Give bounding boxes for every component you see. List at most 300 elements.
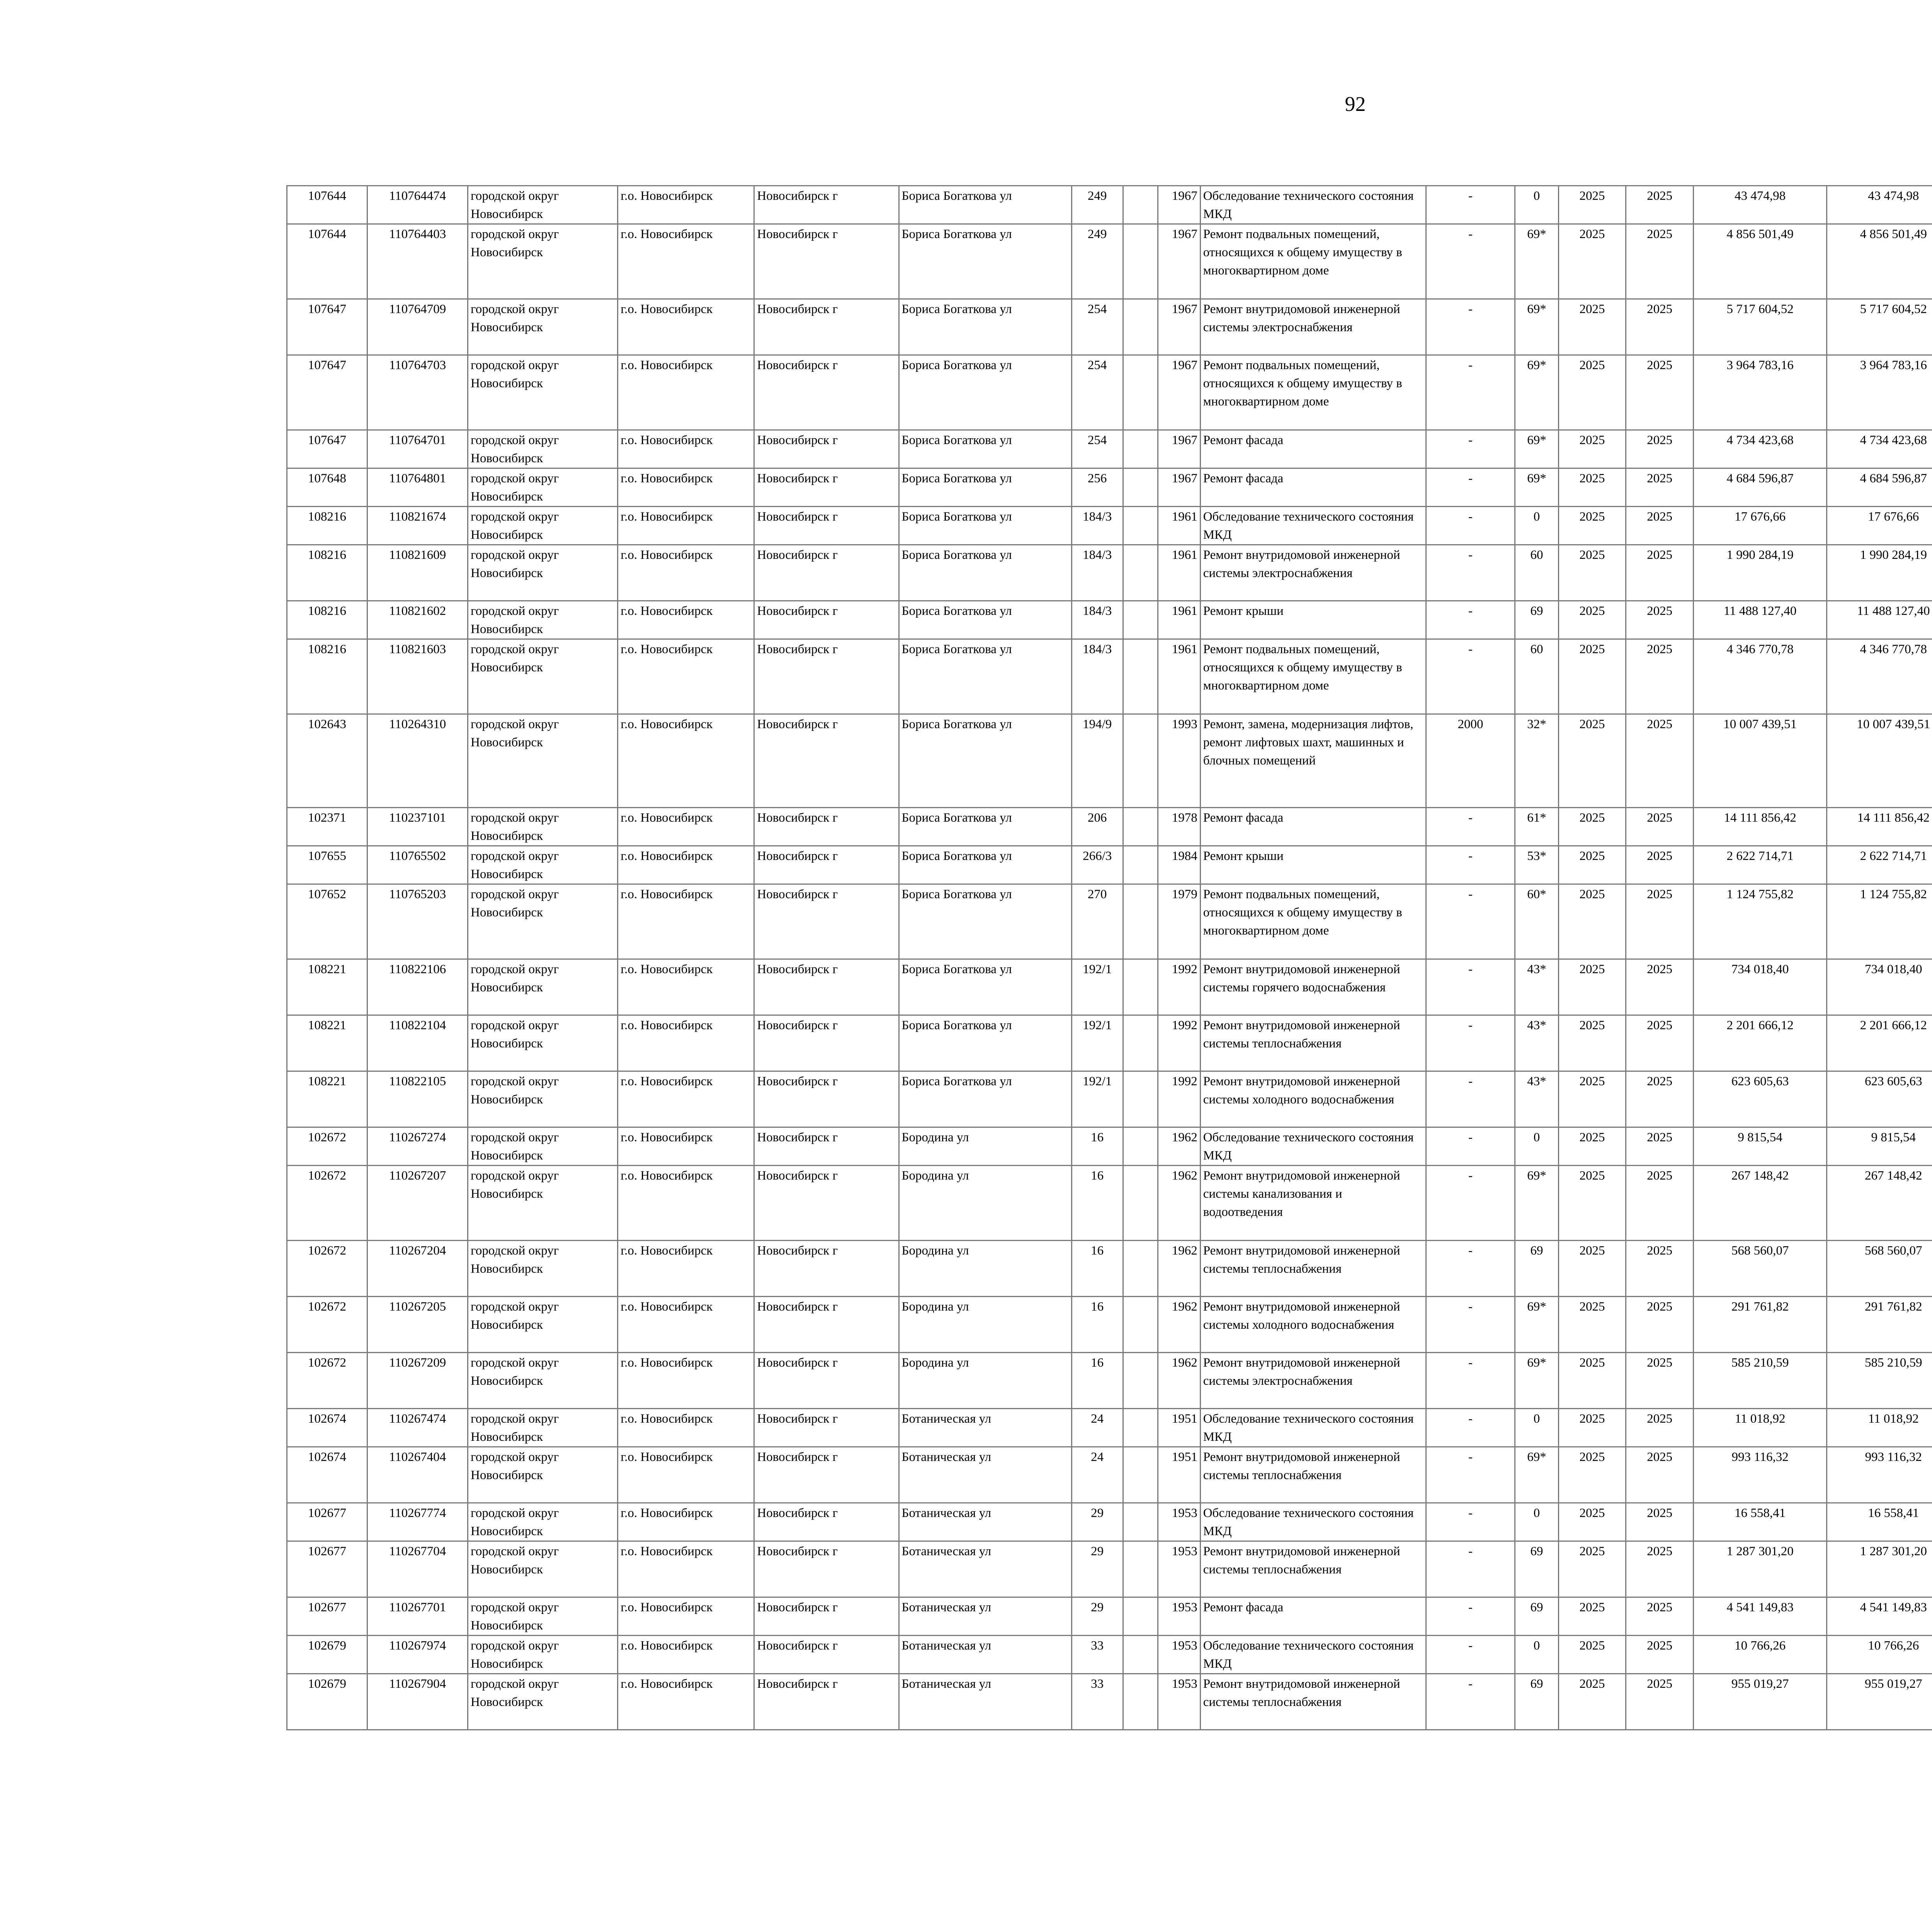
cell-work-id: 110267274 [367, 1127, 468, 1166]
cell-work-type: Ремонт подвальных помещений, относящихся к общему имуществу в многоквартирном доме [1200, 224, 1426, 299]
table-row [287, 601, 1932, 639]
cell-work-type: Обследование технического состояния МКД [1200, 1503, 1426, 1541]
cell-work-id: 110267204 [367, 1241, 468, 1297]
cell-year-start: 2025 [1559, 468, 1626, 507]
table-row [287, 186, 1932, 224]
cell-building-letter [1123, 639, 1158, 714]
cell-building-letter [1123, 1071, 1158, 1127]
cell-municipality: г.о. Новосибирск [618, 430, 754, 468]
table-row [287, 430, 1932, 468]
cell-work-id: 110267904 [367, 1674, 468, 1730]
cell-object-id: 102674 [287, 1447, 367, 1503]
cell-building-letter [1123, 1127, 1158, 1166]
cell-street: Ботаническая ул [899, 1541, 1071, 1597]
cell-settlement: Новосибирск г [754, 1127, 899, 1166]
cell-quantity: - [1426, 1166, 1515, 1241]
cell-regional-fund-cost: 4 856 501,49 [1827, 224, 1932, 299]
cell-settlement: Новосибирск г [754, 846, 899, 884]
cell-year-end: 2025 [1626, 1674, 1694, 1730]
cell-regional-fund-cost: 4 346 770,78 [1827, 639, 1932, 714]
cell-regional-fund-cost: 10 766,26 [1827, 1636, 1932, 1674]
cell-municipality: г.о. Новосибирск [618, 545, 754, 601]
cell-building-letter [1123, 601, 1158, 639]
cell-wear-percent: 43* [1515, 1071, 1558, 1127]
cell-year-end: 2025 [1626, 186, 1694, 224]
cell-settlement: Новосибирск г [754, 1674, 899, 1730]
cell-street: Бориса Богаткова ул [899, 1071, 1071, 1127]
cell-year-built: 1984 [1158, 846, 1200, 884]
cell-work-id: 110237101 [367, 808, 468, 846]
cell-settlement: Новосибирск г [754, 355, 899, 430]
cell-object-id: 108216 [287, 545, 367, 601]
cell-municipality: г.о. Новосибирск [618, 507, 754, 545]
cell-house-number: 16 [1071, 1241, 1123, 1297]
cell-year-start: 2025 [1559, 1166, 1626, 1241]
cell-municipal-district: городской округ Новосибирск [468, 1636, 618, 1674]
cell-quantity: - [1426, 639, 1515, 714]
cell-year-end: 2025 [1626, 1071, 1694, 1127]
cell-work-type: Ремонт подвальных помещений, относящихся к общему имуществу в многоквартирном доме [1200, 639, 1426, 714]
cell-house-number: 249 [1071, 186, 1123, 224]
cell-building-letter [1123, 1597, 1158, 1636]
cell-regional-fund-cost: 623 605,63 [1827, 1071, 1932, 1127]
cell-regional-fund-cost: 2 201 666,12 [1827, 1015, 1932, 1071]
cell-house-number: 192/1 [1071, 1015, 1123, 1071]
cell-settlement: Новосибирск г [754, 186, 899, 224]
cell-total-cost: 1 124 755,82 [1694, 884, 1827, 959]
cell-municipality: г.о. Новосибирск [618, 1353, 754, 1409]
cell-work-type: Ремонт внутридомовой инженерной системы электроснабжения [1200, 1353, 1426, 1409]
cell-quantity: - [1426, 1015, 1515, 1071]
cell-house-number: 254 [1071, 299, 1123, 355]
cell-street: Бориса Богаткова ул [899, 808, 1071, 846]
cell-year-built: 1961 [1158, 545, 1200, 601]
cell-municipal-district: городской округ Новосибирск [468, 808, 618, 846]
table-row [287, 808, 1932, 846]
cell-year-built: 1992 [1158, 959, 1200, 1015]
cell-year-start: 2025 [1559, 884, 1626, 959]
cell-year-end: 2025 [1626, 355, 1694, 430]
cell-work-id: 110764403 [367, 224, 468, 299]
cell-settlement: Новосибирск г [754, 1597, 899, 1636]
cell-regional-fund-cost: 4 684 596,87 [1827, 468, 1932, 507]
cell-building-letter [1123, 507, 1158, 545]
cell-object-id: 108221 [287, 959, 367, 1015]
cell-total-cost: 623 605,63 [1694, 1071, 1827, 1127]
cell-year-start: 2025 [1559, 1297, 1626, 1353]
cell-object-id: 107655 [287, 846, 367, 884]
cell-year-start: 2025 [1559, 1409, 1626, 1447]
cell-year-built: 1961 [1158, 639, 1200, 714]
cell-municipality: г.о. Новосибирск [618, 1297, 754, 1353]
cell-municipality: г.о. Новосибирск [618, 186, 754, 224]
cell-year-start: 2025 [1559, 355, 1626, 430]
cell-year-end: 2025 [1626, 1409, 1694, 1447]
cell-building-letter [1123, 1297, 1158, 1353]
cell-wear-percent: 69* [1515, 299, 1558, 355]
cell-object-id: 102677 [287, 1503, 367, 1541]
cell-street: Бородина ул [899, 1297, 1071, 1353]
cell-year-start: 2025 [1559, 1674, 1626, 1730]
table-row [287, 1166, 1932, 1241]
cell-regional-fund-cost: 955 019,27 [1827, 1674, 1932, 1730]
cell-year-start: 2025 [1559, 299, 1626, 355]
cell-total-cost: 43 474,98 [1694, 186, 1827, 224]
cell-building-letter [1123, 224, 1158, 299]
cell-quantity: - [1426, 1674, 1515, 1730]
cell-wear-percent: 60 [1515, 639, 1558, 714]
cell-year-built: 1962 [1158, 1241, 1200, 1297]
cell-work-type: Ремонт подвальных помещений, относящихся к общему имуществу в многоквартирном доме [1200, 884, 1426, 959]
cell-quantity: - [1426, 224, 1515, 299]
cell-quantity: - [1426, 545, 1515, 601]
cell-work-type: Ремонт фасада [1200, 1597, 1426, 1636]
cell-street: Бориса Богаткова ул [899, 299, 1071, 355]
cell-object-id: 102672 [287, 1127, 367, 1166]
cell-settlement: Новосибирск г [754, 959, 899, 1015]
cell-object-id: 102674 [287, 1409, 367, 1447]
cell-building-letter [1123, 186, 1158, 224]
cell-building-letter [1123, 884, 1158, 959]
cell-regional-fund-cost: 16 558,41 [1827, 1503, 1932, 1541]
cell-year-built: 1953 [1158, 1674, 1200, 1730]
cell-regional-fund-cost: 43 474,98 [1827, 186, 1932, 224]
cell-building-letter [1123, 1409, 1158, 1447]
cell-house-number: 270 [1071, 884, 1123, 959]
cell-year-end: 2025 [1626, 639, 1694, 714]
cell-work-id: 110764703 [367, 355, 468, 430]
cell-year-start: 2025 [1559, 1447, 1626, 1503]
cell-year-start: 2025 [1559, 639, 1626, 714]
cell-house-number: 254 [1071, 430, 1123, 468]
cell-object-id: 102679 [287, 1636, 367, 1674]
cell-wear-percent: 0 [1515, 1409, 1558, 1447]
cell-work-id: 110267207 [367, 1166, 468, 1241]
cell-wear-percent: 60* [1515, 884, 1558, 959]
cell-street: Бориса Богаткова ул [899, 545, 1071, 601]
table-row [287, 1503, 1932, 1541]
cell-regional-fund-cost: 1 990 284,19 [1827, 545, 1932, 601]
cell-wear-percent: 69* [1515, 1166, 1558, 1241]
cell-municipality: г.о. Новосибирск [618, 1541, 754, 1597]
cell-object-id: 102672 [287, 1241, 367, 1297]
cell-year-end: 2025 [1626, 1636, 1694, 1674]
cell-work-type: Ремонт внутридомовой инженерной системы холодного водоснабжения [1200, 1071, 1426, 1127]
cell-municipal-district: городской округ Новосибирск [468, 1541, 618, 1597]
cell-year-end: 2025 [1626, 1353, 1694, 1409]
cell-wear-percent: 0 [1515, 1636, 1558, 1674]
cell-wear-percent: 43* [1515, 1015, 1558, 1071]
cell-house-number: 29 [1071, 1503, 1123, 1541]
cell-work-id: 110821609 [367, 545, 468, 601]
cell-work-id: 110821602 [367, 601, 468, 639]
cell-year-start: 2025 [1559, 1503, 1626, 1541]
cell-quantity: - [1426, 1297, 1515, 1353]
cell-wear-percent: 69* [1515, 1447, 1558, 1503]
cell-settlement: Новосибирск г [754, 1015, 899, 1071]
cell-settlement: Новосибирск г [754, 884, 899, 959]
cell-regional-fund-cost: 291 761,82 [1827, 1297, 1932, 1353]
cell-work-id: 110267209 [367, 1353, 468, 1409]
table-row [287, 1353, 1932, 1409]
cell-year-built: 1967 [1158, 355, 1200, 430]
cell-regional-fund-cost: 11 488 127,40 [1827, 601, 1932, 639]
cell-object-id: 107644 [287, 186, 367, 224]
cell-work-type: Обследование технического состояния МКД [1200, 507, 1426, 545]
cell-municipality: г.о. Новосибирск [618, 224, 754, 299]
cell-municipality: г.о. Новосибирск [618, 1636, 754, 1674]
cell-total-cost: 17 676,66 [1694, 507, 1827, 545]
cell-regional-fund-cost: 14 111 856,42 [1827, 808, 1932, 846]
table-row [287, 959, 1932, 1015]
cell-house-number: 249 [1071, 224, 1123, 299]
cell-work-type: Ремонт внутридомовой инженерной системы горячего водоснабжения [1200, 959, 1426, 1015]
cell-total-cost: 2 201 666,12 [1694, 1015, 1827, 1071]
cell-street: Бориса Богаткова ул [899, 639, 1071, 714]
cell-municipal-district: городской округ Новосибирск [468, 1127, 618, 1166]
cell-settlement: Новосибирск г [754, 1447, 899, 1503]
cell-settlement: Новосибирск г [754, 1541, 899, 1597]
table-row [287, 299, 1932, 355]
cell-year-built: 1951 [1158, 1447, 1200, 1503]
cell-work-id: 110821603 [367, 639, 468, 714]
cell-municipality: г.о. Новосибирск [618, 1015, 754, 1071]
cell-quantity: - [1426, 468, 1515, 507]
cell-house-number: 16 [1071, 1166, 1123, 1241]
cell-municipal-district: городской округ Новосибирск [468, 959, 618, 1015]
cell-street: Бородина ул [899, 1241, 1071, 1297]
cell-year-built: 1978 [1158, 808, 1200, 846]
cell-year-built: 1961 [1158, 507, 1200, 545]
cell-quantity: - [1426, 1241, 1515, 1297]
cell-quantity: - [1426, 186, 1515, 224]
cell-year-end: 2025 [1626, 846, 1694, 884]
cell-year-built: 1962 [1158, 1127, 1200, 1166]
cell-year-built: 1953 [1158, 1636, 1200, 1674]
cell-building-letter [1123, 1674, 1158, 1730]
cell-total-cost: 11 488 127,40 [1694, 601, 1827, 639]
cell-municipal-district: городской округ Новосибирск [468, 1353, 618, 1409]
cell-regional-fund-cost: 267 148,42 [1827, 1166, 1932, 1241]
cell-work-type: Ремонт фасада [1200, 468, 1426, 507]
cell-municipality: г.о. Новосибирск [618, 355, 754, 430]
cell-object-id: 108216 [287, 507, 367, 545]
cell-work-id: 110267404 [367, 1447, 468, 1503]
cell-quantity: - [1426, 959, 1515, 1015]
cell-street: Бородина ул [899, 1166, 1071, 1241]
cell-house-number: 266/3 [1071, 846, 1123, 884]
cell-municipality: г.о. Новосибирск [618, 1071, 754, 1127]
cell-year-end: 2025 [1626, 1297, 1694, 1353]
cell-settlement: Новосибирск г [754, 1636, 899, 1674]
cell-year-end: 2025 [1626, 1015, 1694, 1071]
cell-wear-percent: 69 [1515, 1541, 1558, 1597]
cell-wear-percent: 0 [1515, 507, 1558, 545]
cell-total-cost: 3 964 783,16 [1694, 355, 1827, 430]
cell-building-letter [1123, 1636, 1158, 1674]
table-row [287, 714, 1932, 808]
cell-quantity: - [1426, 507, 1515, 545]
cell-work-type: Ремонт внутридомовой инженерной системы теплоснабжения [1200, 1541, 1426, 1597]
cell-total-cost: 10 766,26 [1694, 1636, 1827, 1674]
cell-house-number: 192/1 [1071, 959, 1123, 1015]
cell-municipal-district: городской округ Новосибирск [468, 224, 618, 299]
cell-street: Ботаническая ул [899, 1597, 1071, 1636]
cell-building-letter [1123, 468, 1158, 507]
table-row [287, 1071, 1932, 1127]
cell-municipal-district: городской округ Новосибирск [468, 299, 618, 355]
cell-year-start: 2025 [1559, 714, 1626, 808]
cell-total-cost: 5 717 604,52 [1694, 299, 1827, 355]
cell-year-built: 1962 [1158, 1353, 1200, 1409]
cell-work-type: Обследование технического состояния МКД [1200, 1409, 1426, 1447]
cell-year-start: 2025 [1559, 1015, 1626, 1071]
cell-regional-fund-cost: 4 541 149,83 [1827, 1597, 1932, 1636]
cell-year-end: 2025 [1626, 430, 1694, 468]
cell-municipal-district: городской округ Новосибирск [468, 545, 618, 601]
cell-year-built: 1962 [1158, 1166, 1200, 1241]
cell-quantity: - [1426, 299, 1515, 355]
cell-wear-percent: 69* [1515, 1353, 1558, 1409]
cell-municipality: г.о. Новосибирск [618, 714, 754, 808]
cell-object-id: 102672 [287, 1297, 367, 1353]
cell-municipal-district: городской округ Новосибирск [468, 1503, 618, 1541]
cell-wear-percent: 69* [1515, 430, 1558, 468]
cell-work-id: 110764709 [367, 299, 468, 355]
cell-total-cost: 291 761,82 [1694, 1297, 1827, 1353]
cell-object-id: 108221 [287, 1015, 367, 1071]
cell-municipality: г.о. Новосибирск [618, 1409, 754, 1447]
cell-house-number: 16 [1071, 1353, 1123, 1409]
cell-settlement: Новосибирск г [754, 299, 899, 355]
cell-wear-percent: 0 [1515, 186, 1558, 224]
cell-total-cost: 10 007 439,51 [1694, 714, 1827, 808]
cell-work-type: Ремонт фасада [1200, 430, 1426, 468]
cell-building-letter [1123, 1353, 1158, 1409]
table-row [287, 355, 1932, 430]
cell-municipal-district: городской округ Новосибирск [468, 1297, 618, 1353]
cell-quantity: - [1426, 1353, 1515, 1409]
cell-wear-percent: 61* [1515, 808, 1558, 846]
cell-work-id: 110264310 [367, 714, 468, 808]
cell-house-number: 184/3 [1071, 507, 1123, 545]
cell-year-built: 1993 [1158, 714, 1200, 808]
cell-wear-percent: 32* [1515, 714, 1558, 808]
cell-building-letter [1123, 355, 1158, 430]
cell-house-number: 24 [1071, 1447, 1123, 1503]
cell-municipal-district: городской округ Новосибирск [468, 1409, 618, 1447]
cell-street: Бориса Богаткова ул [899, 224, 1071, 299]
cell-year-start: 2025 [1559, 545, 1626, 601]
cell-municipal-district: городской округ Новосибирск [468, 1241, 618, 1297]
cell-quantity: - [1426, 601, 1515, 639]
cell-work-id: 110267205 [367, 1297, 468, 1353]
cell-object-id: 107644 [287, 224, 367, 299]
cell-year-end: 2025 [1626, 1597, 1694, 1636]
cell-object-id: 102677 [287, 1541, 367, 1597]
cell-building-letter [1123, 1166, 1158, 1241]
cell-municipal-district: городской округ Новосибирск [468, 1447, 618, 1503]
cell-object-id: 108221 [287, 1071, 367, 1127]
cell-settlement: Новосибирск г [754, 545, 899, 601]
capital-repair-table [286, 185, 1932, 1730]
cell-street: Бориса Богаткова ул [899, 186, 1071, 224]
cell-year-end: 2025 [1626, 808, 1694, 846]
cell-house-number: 184/3 [1071, 639, 1123, 714]
cell-year-end: 2025 [1626, 468, 1694, 507]
cell-total-cost: 9 815,54 [1694, 1127, 1827, 1166]
cell-municipal-district: городской округ Новосибирск [468, 884, 618, 959]
cell-settlement: Новосибирск г [754, 808, 899, 846]
cell-year-start: 2025 [1559, 1127, 1626, 1166]
cell-object-id: 107648 [287, 468, 367, 507]
cell-municipality: г.о. Новосибирск [618, 1674, 754, 1730]
cell-total-cost: 4 856 501,49 [1694, 224, 1827, 299]
table-row [287, 1597, 1932, 1636]
cell-house-number: 16 [1071, 1297, 1123, 1353]
cell-building-letter [1123, 1241, 1158, 1297]
cell-work-type: Обследование технического состояния МКД [1200, 1127, 1426, 1166]
cell-work-type: Ремонт внутридомовой инженерной системы электроснабжения [1200, 545, 1426, 601]
cell-object-id: 107652 [287, 884, 367, 959]
cell-work-type: Ремонт внутридомовой инженерной системы теплоснабжения [1200, 1241, 1426, 1297]
cell-work-id: 110765502 [367, 846, 468, 884]
cell-street: Бородина ул [899, 1353, 1071, 1409]
cell-wear-percent: 69 [1515, 1674, 1558, 1730]
cell-quantity: - [1426, 1447, 1515, 1503]
cell-work-type: Ремонт крыши [1200, 846, 1426, 884]
cell-year-built: 1961 [1158, 601, 1200, 639]
cell-wear-percent: 53* [1515, 846, 1558, 884]
cell-year-start: 2025 [1559, 1241, 1626, 1297]
cell-work-id: 110822104 [367, 1015, 468, 1071]
cell-year-end: 2025 [1626, 1447, 1694, 1503]
cell-year-built: 1967 [1158, 224, 1200, 299]
cell-house-number: 184/3 [1071, 545, 1123, 601]
cell-year-end: 2025 [1626, 1241, 1694, 1297]
cell-street: Бориса Богаткова ул [899, 601, 1071, 639]
cell-municipality: г.о. Новосибирск [618, 1447, 754, 1503]
cell-settlement: Новосибирск г [754, 468, 899, 507]
cell-wear-percent: 69* [1515, 355, 1558, 430]
cell-quantity: - [1426, 808, 1515, 846]
table-row [287, 1541, 1932, 1597]
cell-work-id: 110267704 [367, 1541, 468, 1597]
cell-work-type: Ремонт, замена, модернизация лифтов, ремонт лифтовых шахт, машинных и блочных помещений [1200, 714, 1426, 808]
cell-street: Бориса Богаткова ул [899, 714, 1071, 808]
cell-year-end: 2025 [1626, 601, 1694, 639]
cell-settlement: Новосибирск г [754, 1503, 899, 1541]
cell-municipality: г.о. Новосибирск [618, 601, 754, 639]
cell-total-cost: 993 116,32 [1694, 1447, 1827, 1503]
cell-street: Ботаническая ул [899, 1674, 1071, 1730]
cell-municipal-district: городской округ Новосибирск [468, 186, 618, 224]
cell-house-number: 33 [1071, 1636, 1123, 1674]
cell-total-cost: 1 990 284,19 [1694, 545, 1827, 601]
cell-settlement: Новосибирск г [754, 507, 899, 545]
table-row [287, 1447, 1932, 1503]
cell-building-letter [1123, 846, 1158, 884]
cell-work-type: Ремонт внутридомовой инженерной системы теплоснабжения [1200, 1015, 1426, 1071]
cell-house-number: 184/3 [1071, 601, 1123, 639]
cell-year-end: 2025 [1626, 1166, 1694, 1241]
cell-work-type: Ремонт внутридомовой инженерной системы канализования и водоотведения [1200, 1166, 1426, 1241]
cell-settlement: Новосибирск г [754, 1409, 899, 1447]
cell-regional-fund-cost: 5 717 604,52 [1827, 299, 1932, 355]
cell-municipality: г.о. Новосибирск [618, 1597, 754, 1636]
cell-regional-fund-cost: 10 007 439,51 [1827, 714, 1932, 808]
cell-year-start: 2025 [1559, 808, 1626, 846]
